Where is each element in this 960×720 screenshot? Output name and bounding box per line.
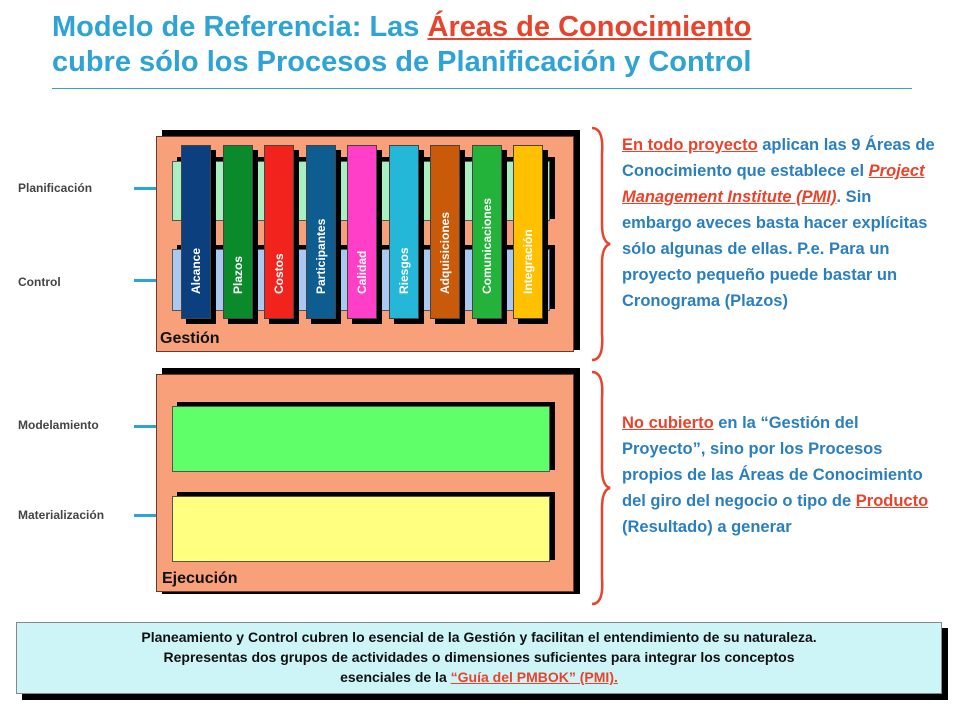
gestion-label: Gestión	[160, 330, 220, 347]
note-ejecucion	[622, 410, 942, 540]
materializacion-row	[172, 496, 550, 562]
title-line-2: cubre sólo los Procesos de Planificación y Control	[52, 46, 752, 78]
brace-bottom	[588, 368, 614, 608]
area-bar-integracion	[513, 145, 543, 319]
link-guia-pmbok[interactable]: “Guía del PMBOK” (PMI).	[450, 669, 618, 685]
note-areas	[622, 132, 942, 314]
area-bar-plazos	[223, 145, 253, 319]
footer-line-3-prefix: esenciales de la	[340, 669, 451, 685]
area-bar-label: Alcance	[189, 247, 203, 294]
area-bar-calidad	[347, 145, 377, 319]
note-areas-text-1: aplican las 9 Áreas de Conocimiento que establece el	[622, 136, 935, 180]
label-modelamiento: Modelamiento	[18, 418, 99, 432]
title-link-areas[interactable]: Áreas de Conocimiento	[427, 11, 752, 43]
area-bar-label: Participantes	[314, 218, 328, 294]
area-bar-label: Plazos	[231, 255, 245, 294]
area-bar-participantes	[306, 145, 336, 319]
note-ejecucion-text-1: en la “Gestión del Proyecto”, sino por los Procesos propios de las Áreas de Conocimiento del giro del negocio o tipo de	[622, 414, 923, 510]
area-bar-label: Comunicaciones	[480, 197, 494, 294]
label-materializacion: Materialización	[18, 508, 105, 522]
area-bar-alcance	[181, 145, 211, 319]
modelamiento-row	[172, 406, 550, 472]
title-line-1	[52, 10, 932, 45]
area-bar-adquisiciones	[430, 145, 460, 319]
footer-line-1: Planeamiento y Control cubren lo esencial de la Gestión y facilitan el entendimiento de su naturaleza.	[141, 629, 817, 645]
label-planificacion: Planificación	[18, 181, 93, 195]
note-ejecucion-text-2: (Resultado) a generar	[622, 518, 792, 536]
link-producto[interactable]: Producto	[855, 492, 929, 510]
area-bar-costos	[264, 145, 294, 319]
title-divider	[52, 88, 912, 89]
title-prefix: Modelo de Referencia: Las	[52, 11, 428, 43]
area-bar-label: Riesgos	[397, 247, 411, 294]
footer-line-2: Representas dos grupos de actividades o dimensiones suficientes para integrar los conceptos	[163, 649, 795, 665]
slide-title	[52, 10, 932, 80]
area-bar-label: Costos	[272, 253, 286, 294]
area-bar-label: Integración	[521, 229, 535, 294]
area-bar-comunicaciones	[472, 145, 502, 319]
footer-box	[16, 622, 942, 694]
area-bar-riesgos	[389, 145, 419, 319]
brace-top	[588, 124, 614, 364]
link-no-cubierto[interactable]: No cubierto	[622, 414, 714, 432]
note-areas-text-2: . Sin embargo aveces basta hacer explícitas sólo algunas de ellas. P.e. Para un proyecto pequeño puede bastar un Cronograma (Plazos)	[622, 188, 928, 310]
link-pmi[interactable]: Project Management Institute (PMI)	[622, 162, 925, 206]
ejecucion-label: Ejecución	[162, 570, 238, 587]
label-control: Control	[18, 275, 61, 289]
area-bar-label: Adquisiciones	[438, 211, 452, 294]
link-en-todo-proyecto[interactable]: En todo proyecto	[622, 136, 758, 154]
area-bar-label: Calidad	[355, 250, 369, 294]
footer-line-3	[17, 667, 941, 687]
